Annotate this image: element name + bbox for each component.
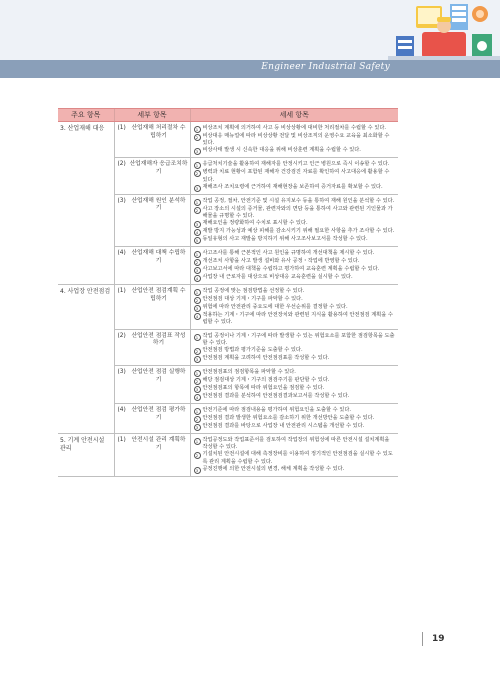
main-item-label: 3. 산업재해 대응 xyxy=(60,125,105,132)
item-number-marker: 4 xyxy=(194,313,201,320)
item-number-marker: 2 xyxy=(194,207,201,214)
item-number-marker: 3 xyxy=(194,185,201,192)
sub-item-label: 산업안전 점검표 작성하기 xyxy=(131,332,186,347)
item-number-marker: 2 xyxy=(194,170,201,177)
item-number-marker: 1 xyxy=(194,162,201,169)
item-number-marker: 2 xyxy=(194,134,201,141)
header-bar xyxy=(0,60,500,78)
sub-item-cell xyxy=(114,158,190,194)
detail-item-text: 적용하는 기계・기구에 따라 안전장치와 관련된 지식을 활용하여 안전점검 계획을 수립할 수 있다. xyxy=(202,312,393,326)
sub-item-label: 산업안전 점검 실행하기 xyxy=(131,369,186,383)
sub-item-cell xyxy=(114,285,190,329)
detail-item-cell xyxy=(190,434,398,477)
detail-item-text: 병력과 치료 현황이 포함된 재해자 건강검진 자료를 확인하여 사고대응에 활용할 수 있다. xyxy=(202,169,390,183)
detail-item-cell xyxy=(190,285,398,329)
item-number-marker: 1 xyxy=(194,289,201,296)
item-number-marker: 3 xyxy=(194,305,201,312)
detail-item-text: 안전점검 결과를 분석하여 안전점검결과보고서를 작성할 수 있다. xyxy=(202,393,350,400)
detail-item-text: 응급처치기술을 활용하여 재해자를 안정시키고 인근 병원으로 즉시 이송할 수 있다. xyxy=(202,161,390,168)
item-number-marker: 1 xyxy=(194,334,201,341)
item-number-marker: 2 xyxy=(194,416,201,423)
sub-item-cell xyxy=(114,194,190,246)
item-number-marker: 4 xyxy=(194,394,201,401)
item-number-marker: 2 xyxy=(194,452,201,459)
item-number-marker: 2 xyxy=(194,378,201,385)
item-number-marker: 4 xyxy=(194,275,201,282)
detail-item-text: 사고 장소의 시설의 증거물, 관련자와의 면담 등을 통하여 사고와 관련된 기인물과 가해물을 규명할 수 있다. xyxy=(202,205,393,220)
detail-item-text: 비상조치 계획에 의거하여 사고 등 비상상황에 대비한 처리절차를 수립할 수 있다. xyxy=(202,125,387,131)
sub-item-number: (4) xyxy=(117,250,126,257)
list-item xyxy=(194,184,397,192)
main-item-label: 5. 기계 안전시설 관리 xyxy=(60,437,105,452)
page-number: 19 xyxy=(432,634,445,644)
item-number-marker: 2 xyxy=(194,297,201,304)
list-item xyxy=(194,147,397,155)
header-detail-item: 세세 항목 xyxy=(190,109,398,122)
sub-item-number: (1) xyxy=(117,437,126,444)
detail-item-text: 안전점검표의 점검항목을 파악할 수 있다. xyxy=(202,369,296,376)
detail-item-text: 공정진행에 의한 안전시설의 변경, 해체 계획을 작성할 수 있다. xyxy=(202,465,345,472)
list-item xyxy=(194,274,397,282)
detail-item-text: 위험에 따라 안전관리 중요도에 대한 우선순위를 결정할 수 있다. xyxy=(202,304,348,311)
item-number-marker: 3 xyxy=(194,267,201,274)
detail-item-cell xyxy=(190,404,398,434)
detail-item-text: 비상대응 매뉴얼에 따라 비상상황 전달 및 비상조직의 운영수요 교육을 최소화할 수 있다. xyxy=(202,133,390,147)
sub-item-number: (1) xyxy=(117,288,126,295)
list-item xyxy=(194,451,397,465)
item-number-marker: 3 xyxy=(194,356,201,363)
sub-item-cell xyxy=(114,122,190,158)
item-number-marker: 1 xyxy=(194,199,201,206)
item-number-marker: 1 xyxy=(194,251,201,258)
detail-item-text: 비상사태 발생 시 신속한 대응을 위해 비상훈련 계획을 수립할 수 있다. xyxy=(202,147,361,154)
list-item xyxy=(194,125,397,133)
list-item xyxy=(194,415,397,423)
sub-item-cell xyxy=(114,404,190,434)
detail-item-text: 안전점검 결과 발생한 위험요소를 감소하기 위한 개선방안을 도출할 수 있다. xyxy=(202,415,375,422)
item-number-marker: 3 xyxy=(194,467,201,474)
detail-item-cell xyxy=(190,158,398,194)
list-item xyxy=(194,377,397,385)
list-item xyxy=(194,133,397,147)
list-item xyxy=(194,407,397,415)
syllabus-table xyxy=(58,108,398,477)
item-number-marker: 3 xyxy=(194,221,201,228)
detail-item-text: 안전점검 결과를 바탕으로 사업장 내 안전관리 시스템을 개선할 수 있다. xyxy=(202,423,365,430)
item-number-marker: 1 xyxy=(194,370,201,377)
detail-item-text: 안전기준에 따라 점검내용을 평가하여 위험요인을 도출할 수 있다. xyxy=(202,407,351,414)
list-item xyxy=(194,236,397,244)
detail-item-text: 안전점검 방법과 평가기준을 도출할 수 있다. xyxy=(202,347,303,354)
list-item xyxy=(194,333,397,347)
list-item xyxy=(194,169,397,183)
item-number-marker: 1 xyxy=(194,438,201,445)
detail-item-text: 재해조사 조치요령에 근거하여 재해현장을 보존하여 증거자료를 확보할 수 있다. xyxy=(202,183,383,190)
sub-item-cell xyxy=(114,329,190,365)
detail-item-text: 개선조치 사항을 사고 발생 설비와 유사 공정・작업에 반영할 수 있다. xyxy=(202,258,360,265)
table-header-row xyxy=(58,109,398,122)
detail-item-cell xyxy=(190,247,398,285)
sub-item-label: 산업안전 점검 평가하기 xyxy=(131,407,186,421)
item-number-marker: 3 xyxy=(194,424,201,431)
item-number-marker: 4 xyxy=(194,229,201,236)
list-item xyxy=(194,347,397,355)
sub-item-label: 산업재해 원인 분석하기 xyxy=(131,197,186,212)
sub-item-number: (3) xyxy=(117,369,126,376)
sub-item-cell xyxy=(114,434,190,477)
detail-item-cell xyxy=(190,329,398,365)
item-number-marker: 5 xyxy=(194,237,201,244)
sub-item-label: 안전시설 관리 계획하기 xyxy=(131,437,186,451)
item-number-marker: 3 xyxy=(194,148,201,155)
detail-item-text: 안전점검 대상 기계・기구를 파악할 수 있다. xyxy=(202,296,303,303)
sub-item-number: (4) xyxy=(117,407,126,414)
item-number-marker: 1 xyxy=(194,126,201,133)
detail-item-text: 해당 점검대상 기계・기구의 점검주기를 판단할 수 있다. xyxy=(202,377,330,384)
detail-item-text: 작업 공정이나 기계・기구에 따라 발생할 수 있는 위험요소를 포함한 점검항목을 도출할 수 있다. xyxy=(202,332,395,346)
main-item-cell xyxy=(58,434,114,477)
detail-item-text: 작업 공정, 절차, 안전기준 및 시설 유지보수 등을 통하여 재해 원인을 분석할 수 있다. xyxy=(202,197,395,204)
sub-item-number: (2) xyxy=(117,332,126,339)
header-sub-item: 세부 항목 xyxy=(114,109,190,122)
item-number-marker: 3 xyxy=(194,386,201,393)
detail-item-text: 동일유형의 사고 재발을 방지하기 위해 사고조사보고서를 작성할 수 있다. xyxy=(202,236,368,243)
list-item xyxy=(194,385,397,393)
list-item xyxy=(194,437,397,451)
list-item xyxy=(194,423,397,431)
detail-item-text: 사고보고서에 따라 대책을 수립하고 평가하여 교육훈련 계획을 수립할 수 있다. xyxy=(202,266,380,273)
table-row xyxy=(58,285,398,329)
header-main-item: 주요 항목 xyxy=(58,109,114,122)
list-item xyxy=(194,206,397,220)
detail-item-text: 기설치된 안전시설에 대해 측정장비를 이용하여 정기적인 안전점검을 실시할 수 있도록 관리 계획을 수립할 수 있다. xyxy=(202,451,393,465)
sub-item-label: 산업재해 처리절차 수립하기 xyxy=(131,125,186,139)
main-item-cell xyxy=(58,285,114,434)
detail-item-text: 사업장 내 근로자를 대상으로 비상대응 교육훈련을 실시할 수 있다. xyxy=(202,274,353,281)
detail-item-cell xyxy=(190,366,398,404)
detail-item-text: 재발 방지 가능성과 예상 피해를 감소시키기 위해 필요한 사항을 추가 조사할 수 있다. xyxy=(202,228,395,235)
sub-item-number: (3) xyxy=(117,197,126,204)
detail-item-text: 작업 공정에 맞는 점검방법을 선정할 수 있다. xyxy=(202,288,305,295)
list-item xyxy=(194,355,397,363)
table-row xyxy=(58,434,398,477)
sub-item-number: (2) xyxy=(117,161,126,168)
main-item-cell xyxy=(58,122,114,285)
sub-item-label: 산업안전 점검계획 수립하기 xyxy=(131,288,186,302)
item-number-marker: 2 xyxy=(194,348,201,355)
item-number-marker: 1 xyxy=(194,408,201,415)
main-item-label: 4. 사업장 안전점검 xyxy=(60,288,111,296)
detail-item-text: 작업공정도와 작업표준서를 검토하여 작업장의 위험성에 따른 안전시설 설치계획을 작성할 수 있다. xyxy=(202,437,390,451)
sub-item-cell xyxy=(114,247,190,285)
detail-item-cell xyxy=(190,122,398,158)
header-title: Engineer Industrial Safety xyxy=(261,62,390,72)
item-number-marker: 2 xyxy=(194,259,201,266)
detail-item-text: 안전점검표의 항목에 따라 위험요인을 점검할 수 있다. xyxy=(202,385,325,392)
detail-item-text: 사고조사를 통해 근본적인 사고 원인을 규명하여 개선대책을 제시할 수 있다. xyxy=(202,250,375,257)
list-item xyxy=(194,466,397,474)
list-item xyxy=(194,369,397,377)
sub-item-label: 산업재해자 응급조치하기 xyxy=(129,161,188,175)
list-item xyxy=(194,393,397,401)
detail-item-text: 안전점검 계획을 고려하여 안전점검표를 작성할 수 있다. xyxy=(202,355,330,362)
sub-item-cell xyxy=(114,366,190,404)
detail-item-cell xyxy=(190,194,398,246)
detail-item-text: 재해요인을 정량화하여 수치로 표시할 수 있다. xyxy=(202,220,308,227)
sub-item-number: (1) xyxy=(117,125,126,131)
list-item xyxy=(194,312,397,326)
list-item xyxy=(194,198,397,206)
sub-item-label: 산업재해 대책 수립하기 xyxy=(131,250,186,264)
table-row xyxy=(58,122,398,158)
page-divider xyxy=(422,632,423,646)
